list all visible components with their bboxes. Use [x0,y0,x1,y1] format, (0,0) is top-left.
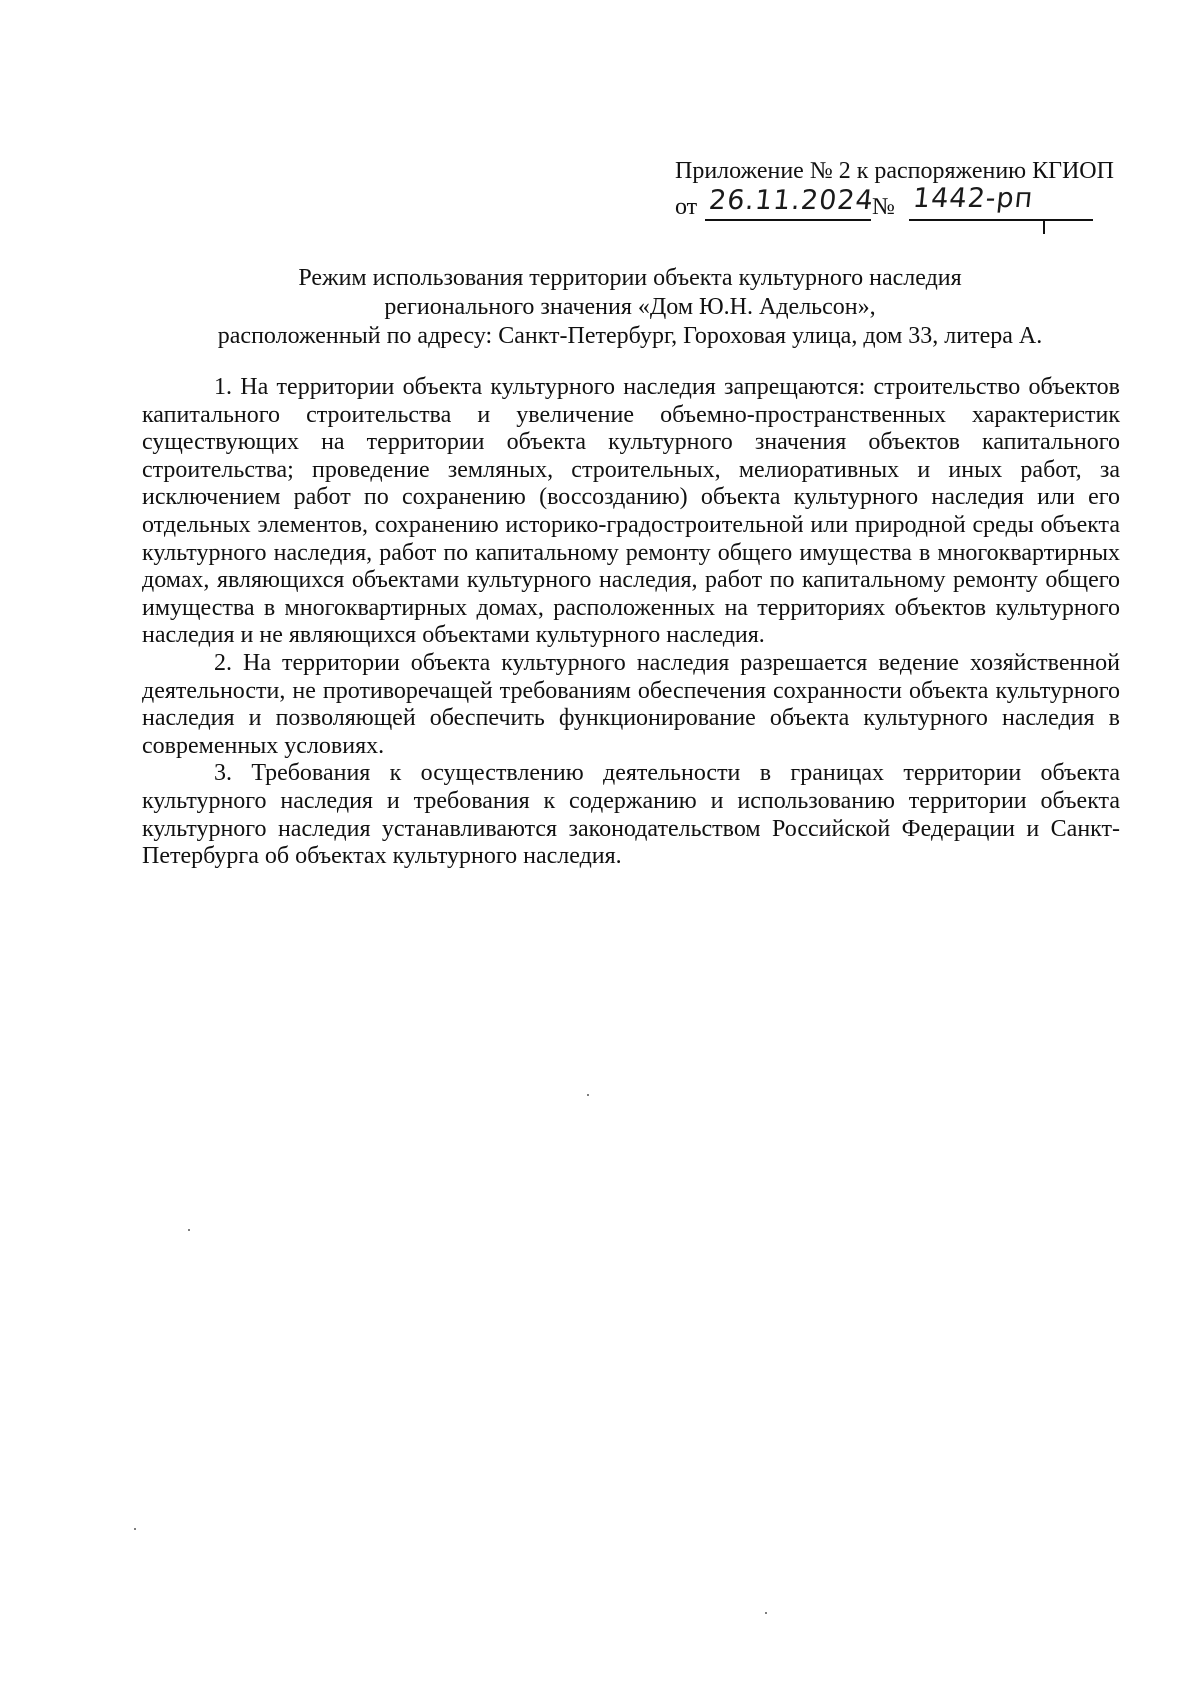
from-label: от [675,194,698,220]
title-line-3: расположенный по адресу: Санкт-Петербург, Гороховая улица, дом 33, литера А. [217,323,1043,349]
appendix-title: Приложение № 2 к распоряжению КГИОП [675,158,1114,184]
title-line-1: Режим использования территории объекта культурного наследия [298,265,962,291]
title-line-2: регионального значения «Дом Ю.Н. Адельсон», [384,294,876,320]
appendix-reference [675,156,1135,222]
paragraph-3: 3. Требования к осуществлению деятельности в границах территории объекта культурного наследия и требования к содержанию и использованию территории объекта культурного наследия устанавливаются законодательством Российской Федерации и Санкт-Петербурга об объектах культурного наследия. [142,760,1120,870]
paragraph-1: 1. На территории объекта культурного наследия запрещаются: строительство объектов капитального строительства и увеличение объемно-пространственных характеристик существующих на территории объекта культурного значения объектов капитального строительства; проведение земляных, строительных, мелиоративных и иных работ, за исключением работ по сохранению (воссозданию) объекта культурного наследия или его отдельных элементов, сохранению историко-градостроительной или природной среды объекта культурного наследия, работ по капитальному ремонту общего имущества в многоквартирных домах, являющихся объектами культурного наследия, работ по капитальному ремонту общего имущества в многоквартирных домах, расположенных на территориях объектов культурного наследия и не являющихся объектами культурного наследия. [142,374,1120,649]
date-underline [705,219,871,221]
number-label: № [872,194,895,220]
scan-speck [765,1612,767,1614]
scan-speck [134,1528,136,1530]
scan-speck [188,1229,190,1231]
handwritten-date: 26.11.2024 [707,185,876,216]
document-title [170,264,1090,351]
paragraph-2: 2. На территории объекта культурного наследия разрешается ведение хозяйственной деятельности, не противоречащей требованиям обеспечения сохранности объекта культурного наследия и позволяющей обеспечить функционирование объекта культурного наследия в современных условиях. [142,649,1120,759]
handwritten-number: 1442-рп [911,183,1035,214]
order-date-number [675,183,1135,222]
document-body [142,374,1120,871]
handwritten-stroke [1043,220,1045,234]
scan-speck [587,1094,589,1096]
number-underline [909,219,1093,221]
